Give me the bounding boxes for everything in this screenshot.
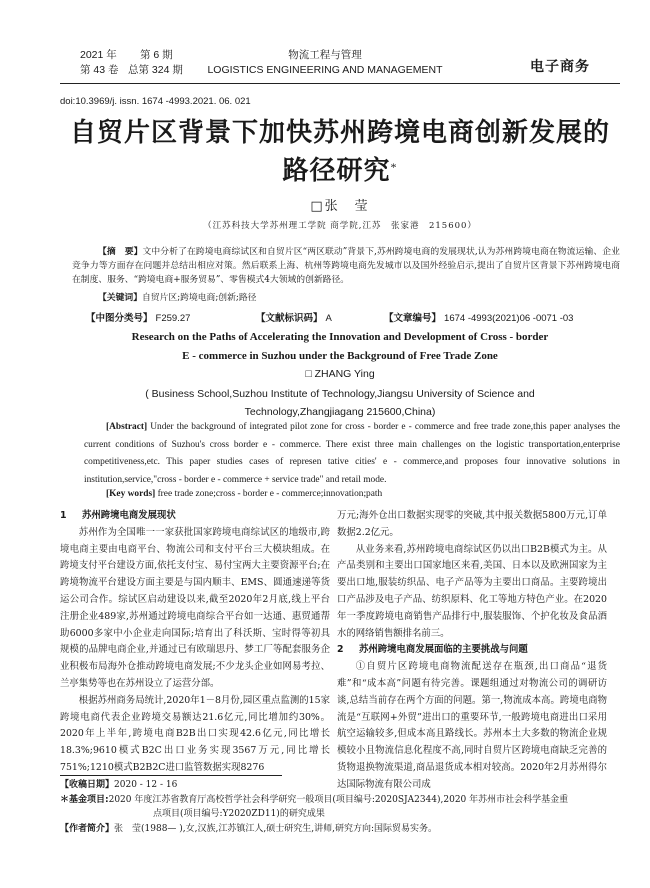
section-label: 电子商务 bbox=[530, 59, 590, 75]
fund-line-2: 点项目(项目编号:Y2020ZD11)的研究成果 bbox=[153, 809, 325, 819]
english-affiliation bbox=[60, 385, 620, 421]
paragraph-continued: 万元;海外仓出口数据实现零的突破,其中报关数据5800万元,订单数据2.2亿元。 bbox=[337, 510, 607, 538]
section-number-1: 1 bbox=[60, 510, 67, 521]
keywords-cn-label: 【关键词】 bbox=[98, 293, 142, 303]
journal-name-cn: 物流工程与管理 bbox=[288, 49, 362, 61]
classification bbox=[86, 310, 626, 324]
section-title-1: 苏州跨境电商发展现状 bbox=[82, 510, 176, 521]
volume-number: 第 43 卷 bbox=[80, 64, 119, 76]
paragraph: 苏州作为全国唯一一家获批国家跨境电商综试区的地级市,跨境电商主要由电商平台、物流公司和支付平台三大模块组成。在跨境支付平台建设方面,依托支付宝、易付宝两大主要资源平台;在跨境物流平台建设方面主要是与国内顺丰、EMS、圆通速递等货运公司合作。综试区启动建设以来,截至2020年2月底,线上平台注册企业489家,苏州通过跨境电商综合平台如一达通、惠贸通帮助6000多家中小企业走向国际;培育出了科沃斯、宝时得等初具规模的品牌电商企业,并通过已有欧瑞思丹、梦工厂等配套服务企业积极布局海外仓推动跨境电商发展;不少龙头企业如网易考拉、兰亭集势等也在苏州设立了运营分部。 bbox=[60, 526, 330, 689]
header-divider bbox=[60, 83, 620, 84]
title-line-2: 路径研究 bbox=[282, 156, 391, 185]
author-bio bbox=[60, 823, 620, 837]
section-number-2: 2 bbox=[337, 644, 344, 656]
english-title-line-2: E - commerce in Suzhou under the Background of Free Trade Zone bbox=[182, 350, 498, 362]
abstract-en-text: Under the background of integrated pilot zone for cross - border e - commerce and free trade zone,this paper analyses the current conditions of Suzhou's cross border e - commerce. There exist three main challenges on the logistic transportation,enterprise competitiveness,etc. This paper studies cases of represen tative cities' e - commerce,and proposes four innovative solutions in institution,service,"cross - border e - commerce + service trade" and retail mode. bbox=[84, 422, 620, 485]
english-author: □ ZHANG Ying bbox=[305, 368, 375, 380]
keywords-en-label: [Key words] bbox=[106, 489, 156, 499]
body-column-right bbox=[337, 508, 607, 794]
fund-line-1: 2020 年度江苏省教育厅高校哲学社会科学研究一般项目(项目编号:2020SJA2344),2020 年苏州市社会科学基金重 bbox=[108, 795, 569, 805]
issue-info bbox=[80, 48, 183, 78]
author: □张 莹 bbox=[310, 199, 370, 214]
abstract-cn bbox=[72, 245, 620, 287]
paragraph: 从业务来看,苏州跨境电商综试区仍以出口B2B模式为主。从产品类别和主要出口国家地区来看,美国、日本以及欧洲国家为主要出口地,服装纺织品、电子产品等为主要出口商品。主要跨境出口产品涉及电子产品、纺织原料、化工等地方特色产业。在2020年一季度跨境电商销售产品排行中,服装服饰、个护化妆及食品酒水的网络销售额排名前三。 bbox=[337, 543, 607, 639]
keywords-en-text: free trade zone;cross - border e - commerce;innovation;path bbox=[155, 489, 383, 499]
keywords-en bbox=[106, 489, 382, 499]
paragraph: 根据苏州商务局统计,2020年1－8月份,园区重点监测的15家跨境电商代表企业跨境交易额达21.6亿元,同比增加约30%。2020年上半年,跨境电商B2B出口实现42.6亿元,同比增长18.3%;9610模式B2C出口业务实现3567万元,同比增长751%;1210模式B2B2C进口监管数据实现8276 bbox=[60, 694, 330, 773]
author-bio-label: 【作者简介】 bbox=[60, 824, 115, 834]
doc-code-value: A bbox=[325, 313, 332, 324]
clc-value: F259.27 bbox=[155, 313, 191, 324]
english-affiliation-line-1: ( Business School,Suzhou Institute of Technology,Jiangsu University of Science and bbox=[145, 388, 535, 400]
issue-year: 2021 年 bbox=[80, 49, 117, 61]
abstract-en-label: [Abstract] bbox=[106, 422, 148, 432]
english-title bbox=[60, 328, 620, 366]
received-label: 【收稿日期】 bbox=[60, 780, 115, 790]
affiliation: （江苏科技大学苏州理工学院 商学院,江苏 张家港 215600） bbox=[203, 221, 477, 231]
author-bio-value: 张 莹(1988— ),女,汉族,江苏镇江人,硕士研究生,讲师,研究方向:国际贸易实务。 bbox=[114, 824, 438, 834]
footnote-mark: * bbox=[390, 160, 398, 174]
article-number-value: 1674 -4993(2021)06 -0071 -03 bbox=[444, 313, 574, 324]
section-heading-1 bbox=[60, 508, 330, 525]
english-affiliation-line-2: Technology,Zhangjiagang 215600,China) bbox=[244, 406, 436, 418]
abstract-cn-text: 文中分析了在跨境电商综试区和自贸片区“两区联动”背景下,苏州跨境电商的发展现状,认为苏州跨境电商在物流运输、企业竞争力等方面存在问题并总结出相应对策。然后联系上海、杭州等跨境电商先发城市以及国外经验启示,提出了自贸片区背景下苏州跨境电商在制度、服务、“跨境电商+服务贸易”、零售模式4大领域的创新路径。 bbox=[72, 247, 620, 285]
section-heading-2 bbox=[337, 642, 607, 659]
doc-code-label: 【文献标识码】 bbox=[256, 313, 323, 324]
english-title-line-1: Research on the Paths of Accelerating the Innovation and Development of Cross - border bbox=[131, 331, 549, 343]
clc-label: 【中图分类号】 bbox=[86, 313, 153, 324]
received-value: 2020 - 12 - 16 bbox=[114, 780, 178, 790]
footnote-divider bbox=[60, 775, 282, 776]
title-line-1: 自贸片区背景下加快苏州跨境电商创新发展的 bbox=[69, 118, 610, 147]
keywords-cn bbox=[98, 290, 256, 303]
journal-name-en: LOGISTICS ENGINEERING AND MANAGEMENT bbox=[207, 64, 443, 76]
page-title bbox=[60, 114, 620, 190]
paragraph: ①自贸片区跨境电商物流配送存在瓶颈,出口商品“退货难”和“成本高”问题有待完善。课题组通过对物流公司的调研访谈,总结当前存在两个方面的问题。第一,物流成本高。跨境电商物流是“互联网+外贸”进出口的重要环节,一般跨境电商进出口采用航空运输较多,但成本高且路线长。苏州本土大多数的物流企业规模较小且物流信息化程度不高,同时自贸片区跨境电商缺乏完善的货物退换物流渠道,商品退货成本相对较高。2020年2月苏州得尔达国际物流有限公司成 bbox=[337, 661, 607, 790]
journal-name bbox=[200, 48, 450, 78]
fund-label: ＊基金项目: bbox=[60, 795, 109, 805]
section-title-2: 苏州跨境电商发展面临的主要挑战与问题 bbox=[359, 644, 528, 656]
abstract-cn-label: 【摘 要】 bbox=[98, 247, 143, 257]
keywords-cn-text: 自贸片区;跨境电商;创新;路径 bbox=[142, 293, 257, 303]
abstract-en bbox=[84, 419, 620, 489]
body-column-left bbox=[60, 508, 330, 794]
doi[interactable]: doi:10.3969/j. issn. 1674 -4993.2021. 06. 021 bbox=[60, 96, 251, 107]
article-number-label: 【文章编号】 bbox=[384, 313, 442, 324]
received-date bbox=[60, 779, 620, 793]
total-issue: 总第 324 期 bbox=[128, 64, 183, 76]
fund-info bbox=[60, 794, 620, 808]
issue-number: 第 6 期 bbox=[140, 49, 173, 61]
